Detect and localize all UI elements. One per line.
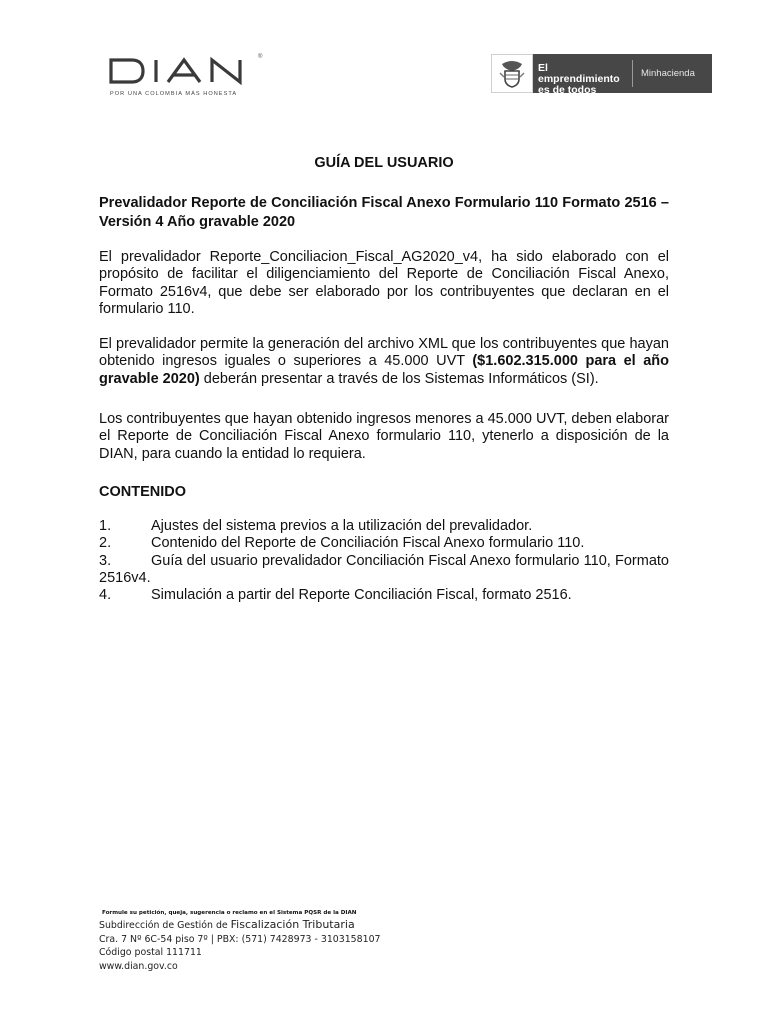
contents-item — [99, 518, 669, 535]
website-link[interactable]: www.dian.gov.co — [99, 960, 178, 972]
contents-item — [99, 553, 669, 588]
paragraph-bold-amount: ($1.602.315.000 para el año gravable 2020) — [99, 353, 669, 387]
page-footer — [99, 908, 419, 973]
banner-divider — [632, 60, 633, 87]
paragraph-text: deberán presentar a través de los Sistemas Informáticos (SI). — [199, 370, 599, 387]
contents-item — [99, 587, 669, 604]
logo-tagline: POR UNA COLOMBIA MÁS HONESTA — [110, 91, 238, 97]
lower-income-paragraph: Los contribuyentes que hayan obtenido ingresos menores a 45.000 UVT, deben elaborar el Reporte de Conciliación Fiscal Anexo formulario 110, ytenerlo a disposición de la DIAN, para cuando la entidad lo requiera. — [99, 411, 669, 462]
contents-item — [99, 535, 669, 552]
office-prefix: Subdirección de Gestión de — [99, 920, 231, 931]
contents-item-text: Contenido del Reporte de Conciliación Fiscal Anexo formulario 110. — [151, 535, 585, 552]
intro-paragraph: El prevalidador Reporte_Conciliacion_Fiscal_AG2020_v4, ha sido elaborado con el propósito de facilitar el diligenciamiento del Reporte de Conciliación Fiscal Anexo, Formato 2516v4, que debe ser elaborado por los contribuyentes que declaran en el formulario 110. — [99, 249, 669, 317]
contents-item-text: Simulación a partir del Reporte Conciliación Fiscal, formato 2516. — [151, 587, 572, 604]
colombia-coat-of-arms-icon — [491, 54, 533, 93]
contents-item-text: Ajustes del sistema previos a la utilización del prevalidador. — [151, 518, 533, 534]
contents-item-number: 3. — [99, 552, 112, 569]
contents-item-number: 4. — [99, 587, 112, 604]
office-emphasis: Fiscalización Tributaria — [230, 918, 355, 931]
contents-item-number: 2. — [99, 535, 112, 552]
xml-generation-paragraph — [99, 336, 669, 388]
dian-wordmark — [108, 54, 268, 90]
contents-list — [99, 518, 669, 604]
contents-item-number: 1. — [99, 518, 112, 534]
government-banner — [491, 54, 712, 96]
pqsr-note: Formule su petición, queja, sugerencia o reclamo en el Sistema PQSR de la DIAN — [102, 910, 357, 916]
postal-code: Código postal 111711 — [99, 947, 202, 958]
office-address: Cra. 7 Nº 6C-54 piso 7º | PBX: (571) 7428973 - 3103158107 — [99, 933, 381, 945]
ministry-label: Minhacienda — [641, 68, 695, 79]
document-subtitle: Prevalidador Reporte de Conciliación Fiscal Anexo Formulario 110 Formato 2516 –Versión 4 Año gravable 2020 — [99, 195, 669, 230]
registered-trademark-mark: ® — [258, 54, 263, 60]
document-title: GUÍA DEL USUARIO — [314, 155, 454, 171]
contents-heading: CONTENIDO — [99, 484, 186, 500]
office-name — [99, 918, 419, 933]
government-slogan: El emprendimiento es de todos — [538, 62, 620, 96]
contents-item-text: Guía del usuario prevalidador Conciliación Fiscal Anexo formulario 110, Formato 2516v4. — [99, 552, 669, 586]
paragraph-text: El prevalidador permite la generación del archivo XML que los contribuyentes que hayan obtenido ingresos iguales o superiores a 45.000 UVT — [99, 336, 669, 370]
